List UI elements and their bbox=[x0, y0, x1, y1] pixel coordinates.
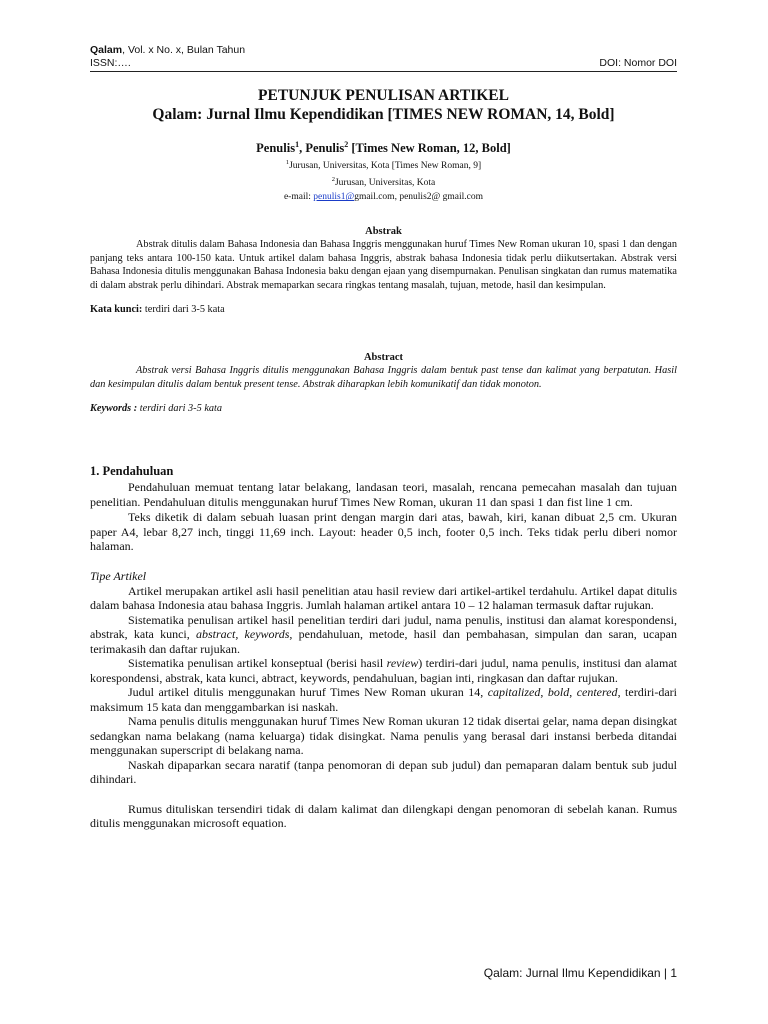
abstrak-section bbox=[90, 226, 677, 315]
volume-info: , Vol. x No. x, Bulan Tahun bbox=[122, 44, 246, 56]
paragraph-6-text-d: bold bbox=[547, 685, 570, 699]
paragraph-3-text: Artikel merupakan artikel asli hasil penelitian atau hasil review dari artikel-artikel terdahulu. Artikel dapat ditulis dalam bahasa Indonesia atau bahasa Inggris. Jumlah halaman artikel antara 10 – 12 halaman termasuk daftar rujukan. bbox=[90, 583, 677, 612]
paragraph-6 bbox=[90, 685, 677, 714]
affiliation-1 bbox=[90, 157, 677, 172]
email-label: e-mail: bbox=[283, 192, 314, 203]
doi-label: DOI: Nomor DOI bbox=[599, 57, 677, 69]
paragraph-8 bbox=[90, 758, 677, 787]
email-rest: gmail.com, penulis2@ gmail.com bbox=[354, 192, 484, 203]
abstract-text bbox=[90, 364, 677, 391]
email-link[interactable]: penulis1@ bbox=[313, 192, 355, 203]
header-meta-row bbox=[90, 57, 677, 72]
journal-name: Qalam bbox=[90, 44, 123, 56]
abstrak-heading: Abstrak bbox=[365, 226, 402, 237]
paragraph-6-text-f: centered bbox=[576, 685, 618, 699]
paragraph-4-text-b: abstract, keywords, bbox=[195, 627, 293, 641]
aff-2-sup: 2 bbox=[331, 176, 335, 184]
title-line-1: PETUNJUK PENULISAN ARTIKEL bbox=[258, 87, 509, 104]
paragraph-5-text-a: Sistematika penulisan artikel konseptual (berisi hasil bbox=[128, 656, 387, 670]
kata-kunci-label: Kata kunci: bbox=[90, 304, 143, 315]
abstract-heading: Abstract bbox=[363, 352, 404, 363]
paragraph-6-text-e: , bbox=[569, 685, 577, 699]
paragraph-7-text: Nama penulis ditulis menggunakan huruf Times New Roman ukuran 12 tidak disertai gelar, nama depan disingkat sedangkan nama belakang (nama keluarga) tidak disingkat. Nama penulis yang berasal dari instansi berbeda ditandai menggunakan superscript di belakang nama. bbox=[90, 714, 677, 757]
author-note: [Times New Roman, 12, Bold] bbox=[348, 141, 511, 156]
abstract-body: Abstrak versi Bahasa Inggris ditulis menggunakan Bahasa Inggris dalam bentuk past tense dan kalimat yang berpatutan. Hasil dan kesimpulan ditulis dalam bentuk present tense. Abstrak diharapkan lebih komunikatif dan tidak monoton. bbox=[90, 365, 677, 390]
issn-label: ISSN:…. bbox=[90, 57, 131, 69]
author-2-sup: 2 bbox=[344, 140, 349, 149]
paragraph-9 bbox=[90, 802, 677, 831]
affiliation-2 bbox=[90, 174, 677, 189]
paragraph-2-text: Teks diketik di dalam sebuah luasan print dengan margin dari atas, bawah, kiri, kanan dibuat 2,5 cm. Ukuran paper A4, lebar 8,27 inch, tinggi 11,69 inch. Layout: header 0,5 inch, footer 0,5 inch. Teks tidak perlu diberi nomor halaman. bbox=[90, 510, 677, 553]
aff-1-sup: 1 bbox=[285, 159, 290, 166]
abstrak-text bbox=[90, 238, 677, 292]
keywords-label: Keywords : bbox=[90, 403, 138, 414]
paragraph-4 bbox=[90, 613, 677, 657]
running-header bbox=[90, 44, 677, 56]
paragraph-5-text-c: ) terdiri-dari judul, nama penulis, institusi dan alamat korespondensi, abstrak, kata kunci, abtract, keywords, pendahuluan, bagian inti, ringkasan dan daftar rujukan. bbox=[90, 656, 677, 685]
paragraph-4-text-a: Sistematika penulisan artikel hasil penelitian terdiri dari judul, nama penulis, institusi dan alamat korespondensi, abstrak, kata kunci, bbox=[90, 612, 677, 641]
paragraph-6-text-g: , terdiri-dari maksimum 15 kata dan menggambarkan isi naskah. bbox=[90, 685, 678, 714]
paragraph-6-text-b: capitalized bbox=[487, 685, 541, 699]
abstract-section bbox=[90, 352, 677, 414]
affiliations bbox=[90, 157, 677, 203]
page-footer: Qalam: Jurnal Ilmu Kependidikan | 1 bbox=[483, 966, 677, 980]
kata-kunci bbox=[90, 304, 677, 315]
aff-1-text: Jurusan, Universitas, Kota [Times New Roman, 9] bbox=[289, 161, 482, 172]
aff-2-text: Jurusan, Universitas, Kota bbox=[334, 178, 436, 189]
section-pendahuluan bbox=[90, 464, 677, 831]
paragraph-3 bbox=[90, 584, 677, 613]
author-1: Penulis bbox=[256, 141, 296, 156]
keywords-text: terdiri dari 3-5 kata bbox=[137, 403, 223, 414]
paragraph-1-text: Pendahuluan memuat tentang latar belakang, landasan teori, masalah, rencana pemecahan masalah dan tujuan penelitian. Pendahuluan ditulis menggunakan huruf Times New Roman, ukuran 11 dan spasi 1 dan fist line 1 cm. bbox=[90, 480, 677, 509]
paragraph-6-text-a: Judul artikel ditulis menggunakan huruf Times New Roman ukuran 14, bbox=[128, 685, 488, 699]
title-line-2: Qalam: Jurnal Ilmu Kependidikan [TIMES NEW ROMAN, 14, Bold] bbox=[152, 106, 615, 123]
paragraph-2 bbox=[90, 510, 677, 554]
article-title bbox=[90, 86, 677, 124]
author-2: , Penulis bbox=[299, 141, 345, 156]
section-heading: 1. Pendahuluan bbox=[90, 464, 174, 478]
sub-heading-tipe-artikel: Tipe Artikel bbox=[90, 568, 147, 583]
paragraph-5 bbox=[90, 656, 677, 685]
paragraph-1 bbox=[90, 480, 677, 509]
paragraph-8-text: Naskah dipaparkan secara naratif (tanpa penomoran di depan sub judul) dan pemaparan dalam bentuk sub judul dihindari. bbox=[90, 757, 677, 786]
author-1-sup: 1 bbox=[295, 140, 300, 149]
author-line bbox=[90, 140, 677, 156]
paragraph-9-text: Rumus dituliskan tersendiri tidak di dalam kalimat dan dilengkapi dengan penomoran di sebelah kanan. Rumus ditulis menggunakan microsoft equation. bbox=[90, 801, 677, 830]
keywords bbox=[90, 403, 677, 414]
paragraph-7 bbox=[90, 714, 677, 758]
paragraph-5-text-b: review bbox=[386, 656, 419, 670]
abstrak-body: Abstrak ditulis dalam Bahasa Indonesia dan Bahasa Inggris menggunakan huruf Times New Roman ukuran 10, spasi 1 dan dengan panjang teks antara 100-150 kata. Untuk artikel dalam bahasa Inggris, abstrak bahasa Indonesia tidak perlu diikutsertakan. Abstrak versi Bahasa Indonesia ditulis menggunakan Bahasa Indonesia baku dengan ejaan yang disempurnakan. Penulisan singkatan dan rumus matematika di dalam abstrak perlu dihindari. Abstrak memaparkan secara ringkas tentang masalah, tujuan, metode, hasil dan kesimpulan. bbox=[90, 239, 677, 291]
kata-kunci-text: terdiri dari 3-5 kata bbox=[142, 304, 225, 315]
paragraph-4-text-c: pendahuluan, metode, hasil dan pembahasan, simpulan dan saran, ucapan terimakasih dan daftar rujukan. bbox=[90, 627, 677, 656]
email-line bbox=[90, 191, 677, 203]
paragraph-6-text-c: , bbox=[540, 685, 548, 699]
